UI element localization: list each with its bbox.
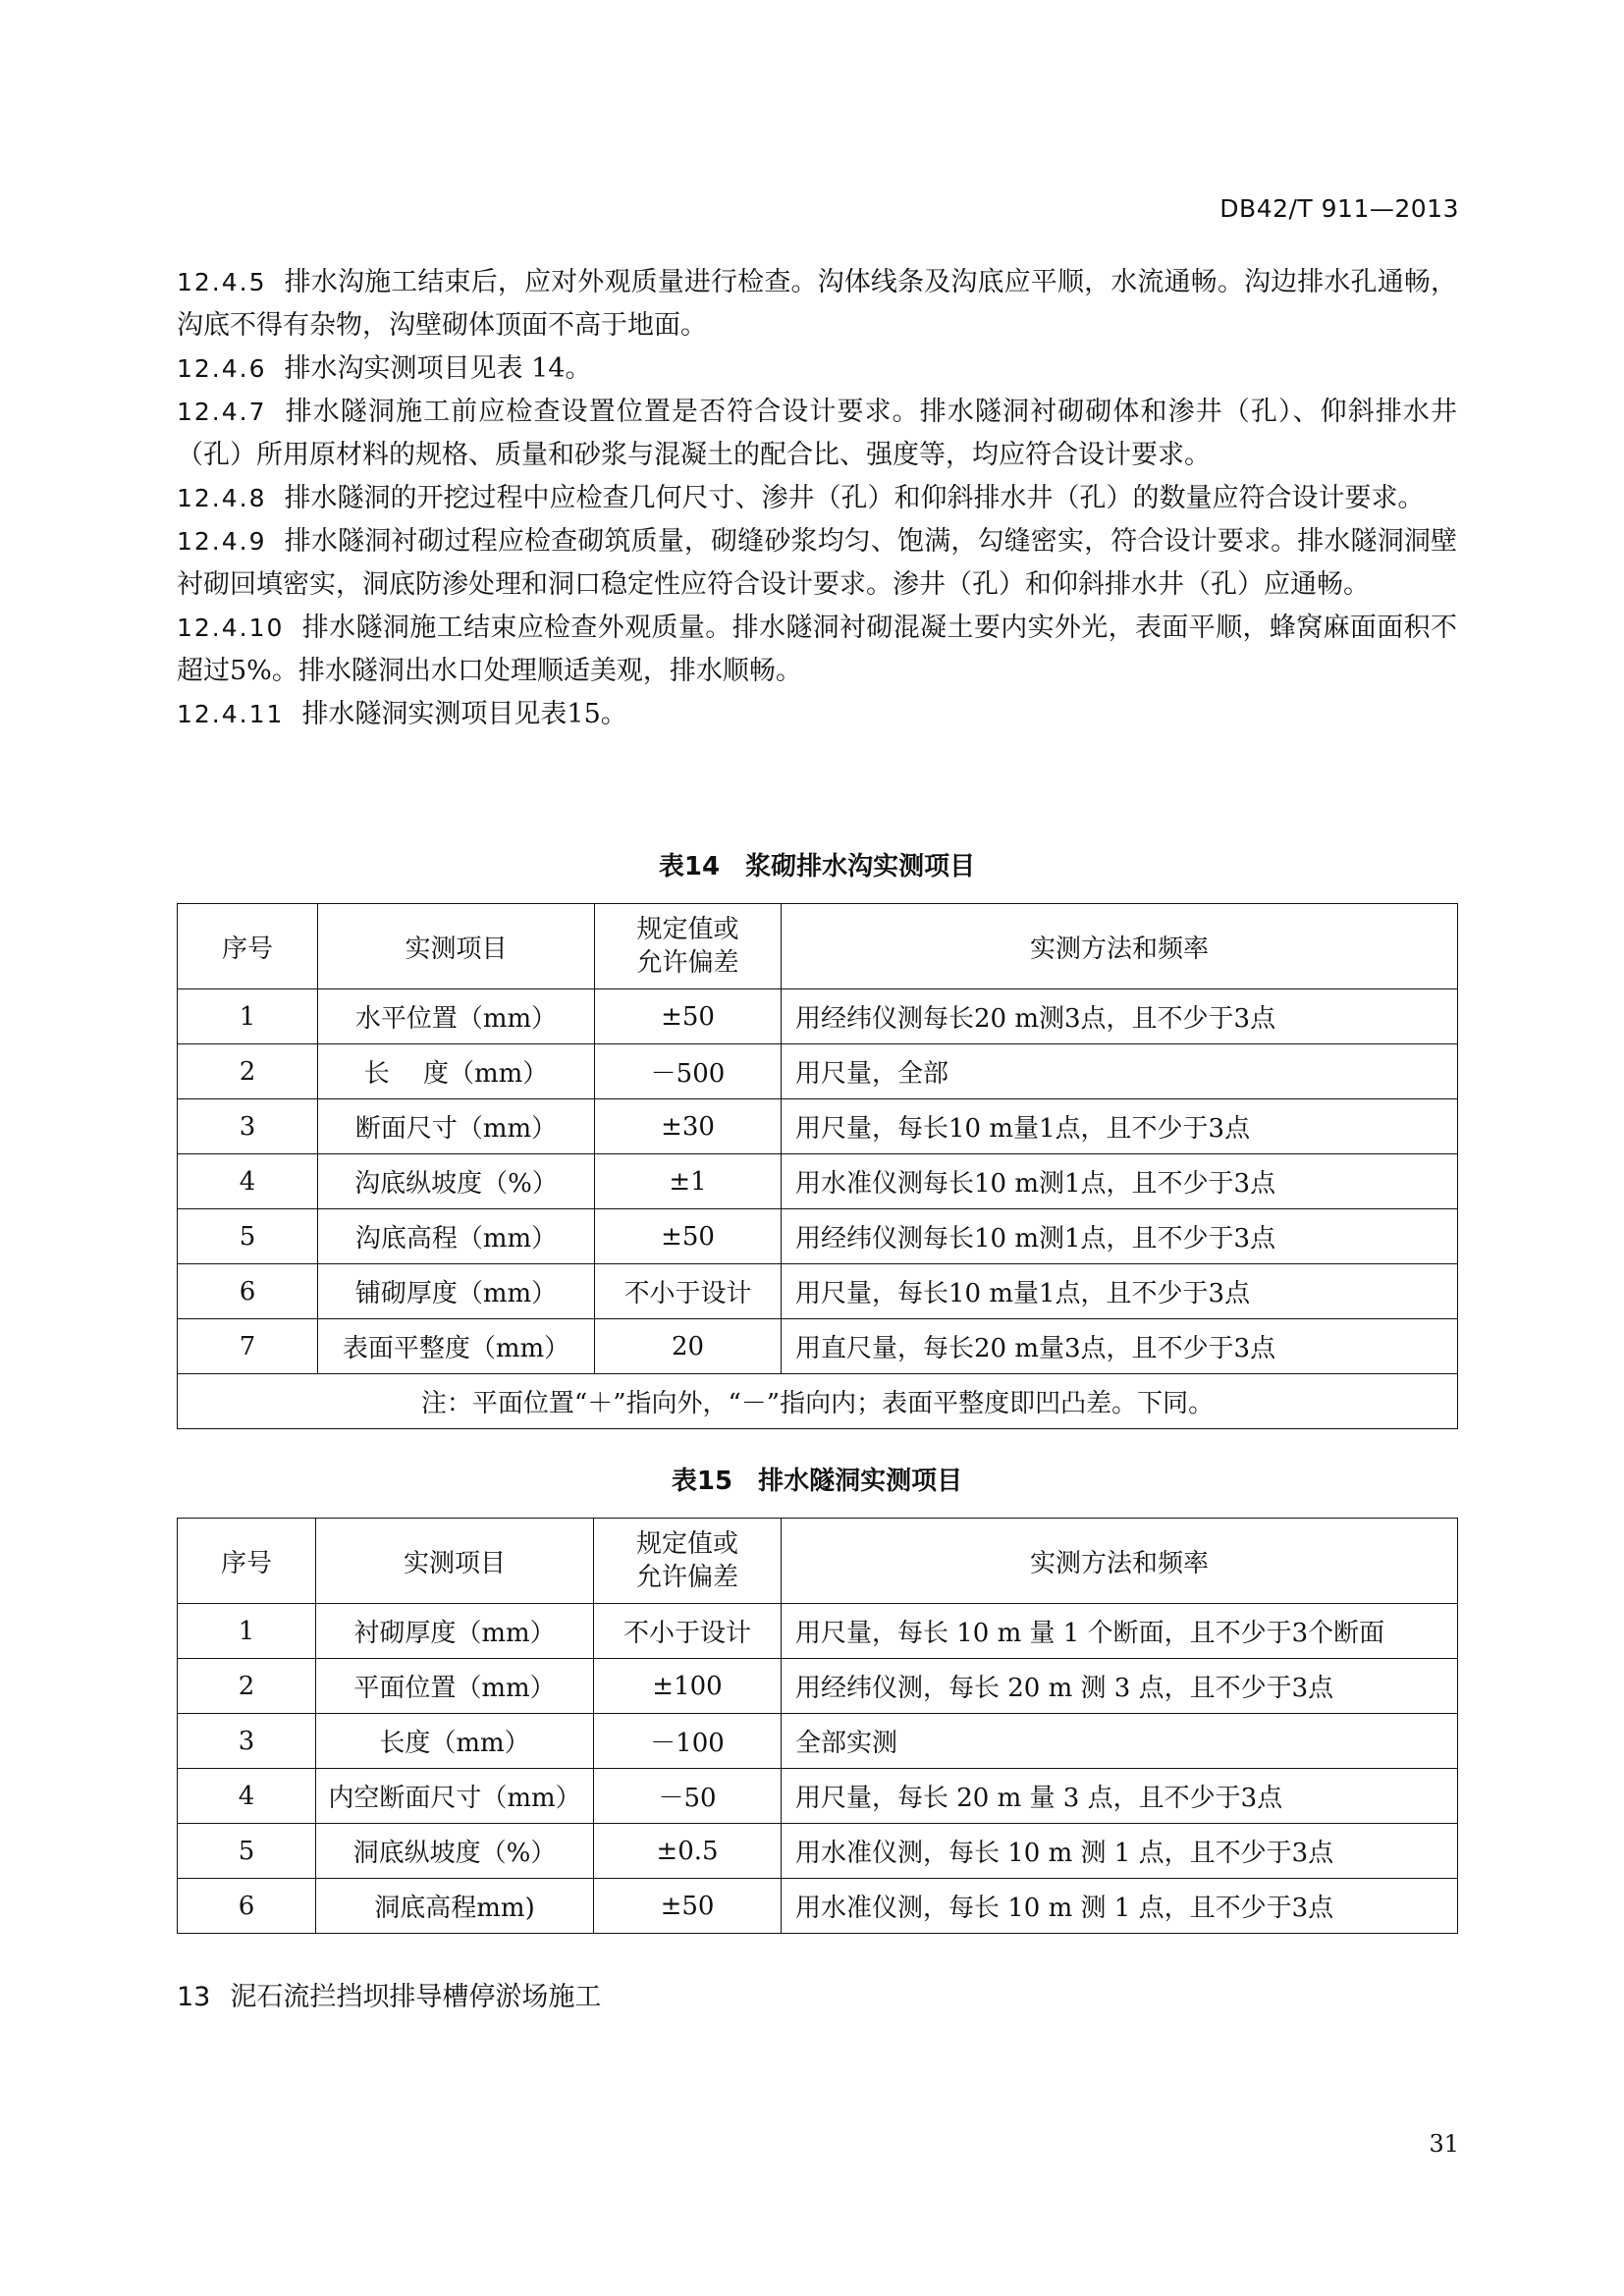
clause-number: 12.4.9 xyxy=(177,527,267,556)
clause-number: 12.4.5 xyxy=(177,268,267,296)
cell-item: 水平位置（mm） xyxy=(318,989,595,1044)
header-tolerance-line2: 允许偏差 xyxy=(636,948,739,978)
cell-item: 衬砌厚度（mm） xyxy=(316,1604,594,1659)
table15-title: 表15 排水隧洞实测项目 xyxy=(671,1467,963,1496)
clause-number: 12.4.6 xyxy=(177,354,267,383)
cell-item: 平面位置（mm） xyxy=(316,1659,594,1714)
cell-tolerance: ±50 xyxy=(594,1879,782,1934)
clause-12-4-10 xyxy=(177,607,1457,693)
table-row xyxy=(178,1659,1458,1714)
header-tolerance xyxy=(595,904,782,989)
header-method: 实测方法和频率 xyxy=(782,904,1458,989)
cell-tolerance: －500 xyxy=(595,1044,782,1099)
table-row xyxy=(178,1714,1458,1769)
cell-no: 5 xyxy=(178,1209,318,1264)
page-number: 31 xyxy=(1429,2130,1459,2158)
table-row xyxy=(178,1209,1458,1264)
table-header-row xyxy=(178,904,1458,989)
table15 xyxy=(177,1518,1458,1934)
table-row xyxy=(178,989,1458,1044)
cell-no: 1 xyxy=(178,989,318,1044)
cell-tolerance: 不小于设计 xyxy=(594,1604,782,1659)
cell-method: 用尺量，每长10 m量1点，且不少于3点 xyxy=(782,1264,1458,1319)
cell-no: 1 xyxy=(178,1604,316,1659)
clause-12-4-9 xyxy=(177,520,1457,607)
cell-item: 洞底高程mm) xyxy=(316,1879,594,1934)
cell-no: 2 xyxy=(178,1044,318,1099)
cell-item: 表面平整度（mm） xyxy=(318,1319,595,1374)
cell-no: 6 xyxy=(178,1264,318,1319)
cell-no: 2 xyxy=(178,1659,316,1714)
cell-method: 用直尺量，每长20 m量3点，且不少于3点 xyxy=(782,1319,1458,1374)
clause-number: 12.4.8 xyxy=(177,484,267,512)
clause-text: 排水沟实测项目见表 14。 xyxy=(284,353,592,384)
header-item: 实测项目 xyxy=(318,904,595,989)
table-row xyxy=(178,1044,1458,1099)
cell-method: 用经纬仪测每长20 m测3点，且不少于3点 xyxy=(782,989,1458,1044)
cell-method: 用尺量，全部 xyxy=(782,1044,1458,1099)
document-code: DB42/T 911—2013 xyxy=(1219,194,1459,223)
header-tolerance-line1: 规定值或 xyxy=(636,915,739,944)
table-row xyxy=(178,1824,1458,1879)
cell-method: 用经纬仪测每长10 m测1点，且不少于3点 xyxy=(782,1209,1458,1264)
cell-no: 3 xyxy=(178,1099,318,1154)
table-row xyxy=(178,1879,1458,1934)
cell-no: 7 xyxy=(178,1319,318,1374)
cell-method: 全部实测 xyxy=(782,1714,1458,1769)
header-item: 实测项目 xyxy=(316,1519,594,1604)
cell-tolerance: ±1 xyxy=(595,1154,782,1209)
clause-12-4-6 xyxy=(177,347,1457,391)
cell-method: 用经纬仪测，每长 20 m 测 3 点，且不少于3点 xyxy=(782,1659,1458,1714)
header-method: 实测方法和频率 xyxy=(782,1519,1458,1604)
cell-method: 用尺量，每长10 m量1点，且不少于3点 xyxy=(782,1099,1458,1154)
cell-tolerance: 不小于设计 xyxy=(595,1264,782,1319)
cell-tolerance: ±50 xyxy=(595,1209,782,1264)
cell-method: 用尺量，每长 20 m 量 3 点，且不少于3点 xyxy=(782,1769,1458,1824)
cell-item: 沟底高程（mm） xyxy=(318,1209,595,1264)
table-row xyxy=(178,1264,1458,1319)
cell-item: 洞底纵坡度（%） xyxy=(316,1824,594,1879)
clause-text: 排水隧洞施工结束应检查外观质量。排水隧洞衬砌混凝土要内实外光，表面平顺，蜂窝麻面面积不超过5%。排水隧洞出水口处理顺适美观，排水顺畅。 xyxy=(177,613,1457,686)
cell-item: 铺砌厚度（mm） xyxy=(318,1264,595,1319)
clause-text: 排水隧洞衬砌过程应检查砌筑质量，砌缝砂浆均匀、饱满，勾缝密实，符合设计要求。排水隧洞洞壁衬砌回填密实，洞底防渗处理和洞口稳定性应符合设计要求。渗井（孔）和仰斜排水井（孔）应通畅。 xyxy=(177,526,1457,600)
cell-no: 4 xyxy=(178,1769,316,1824)
cell-item: 内空断面尺寸（mm） xyxy=(316,1769,594,1824)
cell-item: 长度（mm） xyxy=(316,1714,594,1769)
clause-text: 排水沟施工结束后，应对外观质量进行检查。沟体线条及沟底应平顺，水流通畅。沟边排水孔通畅，沟底不得有杂物，沟壁砌体顶面不高于地面。 xyxy=(177,267,1457,341)
clause-number: 12.4.11 xyxy=(177,700,285,728)
header-no: 序号 xyxy=(178,1519,316,1604)
table-row xyxy=(178,1604,1458,1659)
cell-no: 6 xyxy=(178,1879,316,1934)
section-title: 泥石流拦挡坝排导槽停淤场施工 xyxy=(230,1982,602,2012)
cell-tolerance: ±30 xyxy=(595,1099,782,1154)
cell-tolerance: －50 xyxy=(594,1769,782,1824)
table-row xyxy=(178,1769,1458,1824)
section-heading xyxy=(177,1975,601,2013)
cell-item: 沟底纵坡度（%） xyxy=(318,1154,595,1209)
table14 xyxy=(177,903,1458,1429)
header-tolerance xyxy=(594,1519,782,1604)
table-row xyxy=(178,1099,1458,1154)
table-row xyxy=(178,1319,1458,1374)
cell-tolerance: 20 xyxy=(595,1319,782,1374)
cell-no: 4 xyxy=(178,1154,318,1209)
table14-title: 表14 浆砌排水沟实测项目 xyxy=(658,852,976,881)
clauses-block xyxy=(177,261,1457,736)
table-row xyxy=(178,1154,1458,1209)
table-note: 注：平面位置“＋”指向外，“－”指向内；表面平整度即凹凸差。下同。 xyxy=(178,1374,1458,1429)
table-header-row xyxy=(178,1519,1458,1604)
section-number: 13 xyxy=(177,1982,211,2012)
cell-item: 断面尺寸（mm） xyxy=(318,1099,595,1154)
cell-tolerance: ±50 xyxy=(595,989,782,1044)
cell-no: 5 xyxy=(178,1824,316,1879)
clause-text: 排水隧洞的开挖过程中应检查几何尺寸、渗井（孔）和仰斜排水井（孔）的数量应符合设计要求。 xyxy=(284,483,1425,513)
clause-number: 12.4.7 xyxy=(177,398,267,426)
header-tolerance-line2: 允许偏差 xyxy=(635,1563,738,1592)
cell-tolerance: －100 xyxy=(594,1714,782,1769)
cell-tolerance: ±100 xyxy=(594,1659,782,1714)
header-tolerance-line1: 规定值或 xyxy=(635,1529,738,1559)
cell-item: 长 度（mm） xyxy=(318,1044,595,1099)
cell-method: 用水准仪测，每长 10 m 测 1 点，且不少于3点 xyxy=(782,1824,1458,1879)
cell-tolerance: ±0.5 xyxy=(594,1824,782,1879)
clause-number: 12.4.10 xyxy=(177,614,285,642)
cell-method: 用水准仪测，每长 10 m 测 1 点，且不少于3点 xyxy=(782,1879,1458,1934)
clause-12-4-5 xyxy=(177,261,1457,347)
header-no: 序号 xyxy=(178,904,318,989)
cell-no: 3 xyxy=(178,1714,316,1769)
cell-method: 用水准仪测每长10 m测1点，且不少于3点 xyxy=(782,1154,1458,1209)
clause-text: 排水隧洞实测项目见表15。 xyxy=(301,699,627,729)
clause-text: 排水隧洞施工前应检查设置位置是否符合设计要求。排水隧洞衬砌砌体和渗井（孔）、仰斜排水井（孔）所用原材料的规格、质量和砂浆与混凝土的配合比、强度等，均应符合设计要求。 xyxy=(177,397,1457,470)
clause-12-4-7 xyxy=(177,391,1457,477)
clause-12-4-8 xyxy=(177,477,1457,520)
table-note-row xyxy=(178,1374,1458,1429)
cell-method: 用尺量，每长 10 m 量 1 个断面，且不少于3个断面 xyxy=(782,1604,1458,1659)
clause-12-4-11 xyxy=(177,693,1457,736)
